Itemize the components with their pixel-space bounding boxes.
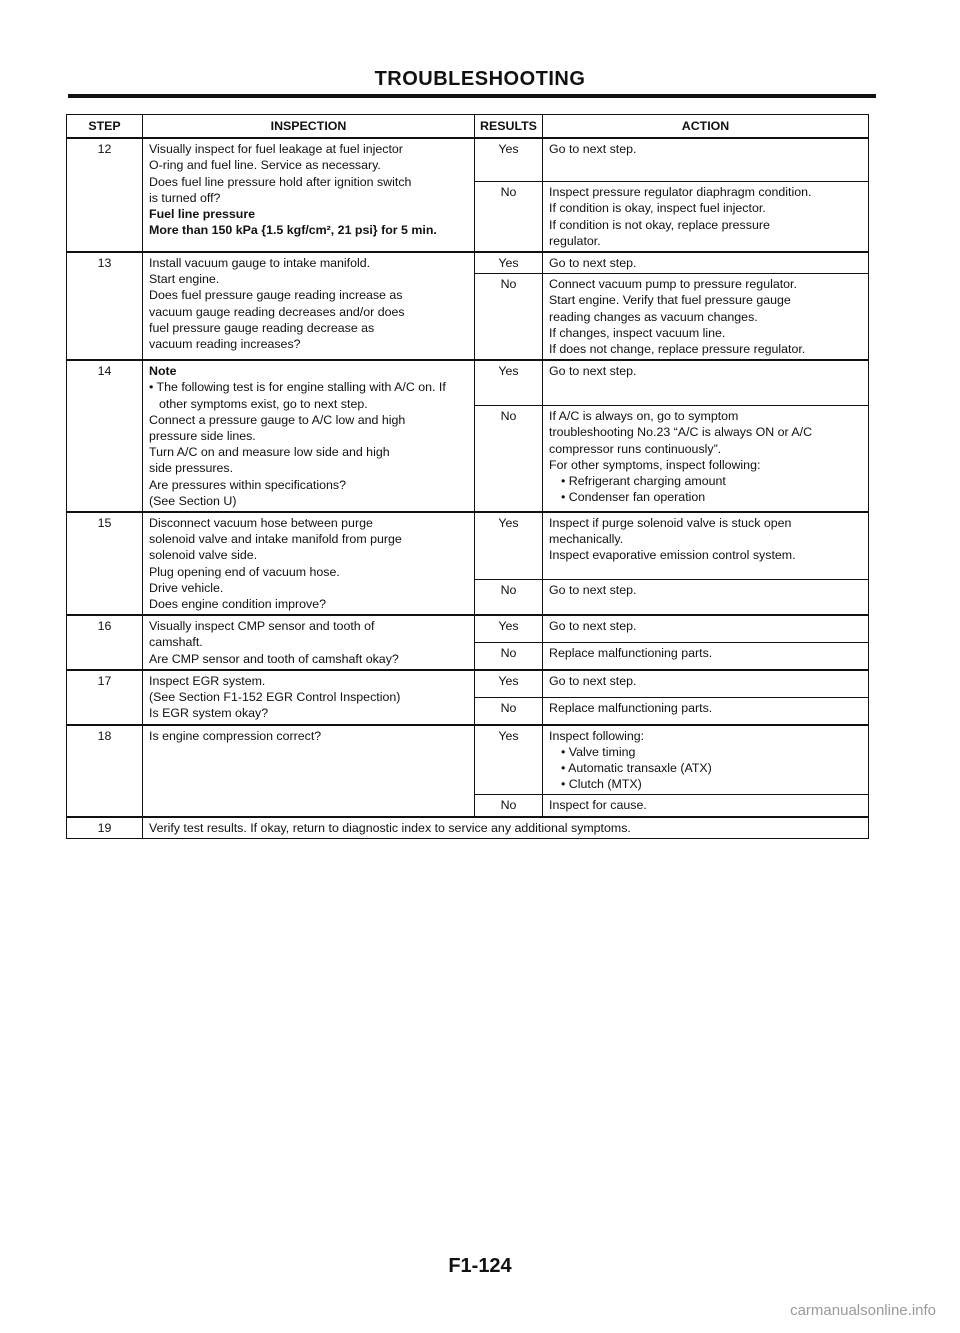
action-line: If A/C is always on, go to symptom (549, 409, 739, 424)
action-bullet: • Refrigerant charging amount (561, 474, 726, 489)
result-no: No (475, 274, 543, 361)
inspection-line: Is engine compression correct? (149, 728, 322, 743)
table-row (67, 615, 869, 642)
inspection-cell (143, 725, 475, 817)
result-yes: Yes (475, 615, 543, 642)
action-cell: Go to next step. (543, 252, 869, 274)
inspection-line: vacuum gauge reading decreases and/or does (149, 304, 405, 319)
inspection-line: Does fuel line pressure hold after ignition switch (149, 174, 412, 189)
result-yes: Yes (475, 670, 543, 697)
troubleshooting-table (66, 114, 869, 839)
inspection-line: pressure side lines. (149, 429, 256, 444)
action-line: mechanically. (549, 532, 624, 547)
action-cell (543, 274, 869, 361)
action-cell (543, 182, 869, 252)
inspection-line: Visually inspect for fuel leakage at fuel injector (149, 142, 403, 157)
inspection-line: Install vacuum gauge to intake manifold. (149, 256, 371, 271)
step-number: 14 (67, 360, 143, 512)
inspection-cell (143, 670, 475, 725)
action-line: For other symptoms, inspect following: (549, 457, 761, 472)
action-cell: Go to next step. (543, 670, 869, 697)
action-line: Inspect if purge solenoid valve is stuck open (549, 516, 792, 531)
table-row (67, 725, 869, 795)
spec-value: More than 150 kPa {1.5 kgf/cm², 21 psi} for 5 min. (149, 223, 437, 238)
action-line: compressor runs continuously”. (549, 441, 722, 456)
inspection-line: Start engine. (149, 272, 220, 287)
action-bullet: • Condenser fan operation (561, 490, 706, 505)
action-cell (543, 406, 869, 512)
inspection-line: O-ring and fuel line. Service as necessary. (149, 158, 381, 173)
inspection-line: Is EGR system okay? (149, 706, 269, 721)
action-line: Start engine. Verify that fuel pressure gauge (549, 293, 791, 308)
header-inspection: INSPECTION (143, 115, 475, 139)
action-cell (543, 512, 869, 580)
inspection-line: fuel pressure gauge reading decrease as (149, 320, 375, 335)
inspection-line: side pressures. (149, 461, 234, 476)
table-row (67, 670, 869, 697)
inspection-line: Does engine condition improve? (149, 597, 327, 612)
inspection-line: Are pressures within specifications? (149, 477, 346, 492)
inspection-cell (143, 138, 475, 252)
header-action: ACTION (543, 115, 869, 139)
action-line: Connect vacuum pump to pressure regulator. (549, 277, 797, 292)
result-no: No (475, 580, 543, 616)
table-row (67, 360, 869, 406)
action-cell: Go to next step. (543, 615, 869, 642)
inspection-cell (143, 252, 475, 360)
result-no: No (475, 643, 543, 670)
action-bullet: • Automatic transaxle (ATX) (561, 760, 712, 775)
inspection-line: Plug opening end of vacuum hose. (149, 564, 340, 579)
inspection-line: (See Section F1-152 EGR Control Inspection) (149, 690, 401, 705)
result-yes: Yes (475, 360, 543, 406)
table-row (67, 252, 869, 274)
inspection-line: solenoid valve side. (149, 548, 258, 563)
title-rule (68, 94, 876, 98)
inspection-line: Connect a pressure gauge to A/C low and high (149, 412, 406, 427)
action-cell: Inspect for cause. (543, 795, 869, 817)
action-line: Inspect following: (549, 728, 645, 743)
header-step: STEP (67, 115, 143, 139)
step-number: 15 (67, 512, 143, 615)
table-row (67, 138, 869, 182)
inspection-line: is turned off? (149, 190, 221, 205)
inspection-line: Inspect EGR system. (149, 673, 266, 688)
inspection-cell (143, 360, 475, 512)
inspection-line: Drive vehicle. (149, 580, 224, 595)
action-line: Inspect evaporative emission control system. (549, 548, 796, 563)
final-step-text: Verify test results. If okay, return to diagnostic index to service any additional symptoms. (143, 817, 869, 839)
inspection-cell (143, 512, 475, 615)
action-cell: Replace malfunctioning parts. (543, 697, 869, 724)
table-row (67, 817, 869, 839)
action-line: Inspect pressure regulator diaphragm condition. (549, 185, 812, 200)
action-cell: Go to next step. (543, 138, 869, 182)
action-cell: Go to next step. (543, 580, 869, 616)
action-cell: Replace malfunctioning parts. (543, 643, 869, 670)
action-line: regulator. (549, 233, 601, 248)
action-cell (543, 725, 869, 795)
step-number: 16 (67, 615, 143, 670)
inspection-line: Disconnect vacuum hose between purge (149, 516, 373, 531)
result-yes: Yes (475, 512, 543, 580)
page-title: TROUBLESHOOTING (374, 68, 586, 90)
inspection-line: camshaft. (149, 635, 203, 650)
inspection-line: Does fuel pressure gauge reading increase as (149, 288, 403, 303)
inspection-line: Visually inspect CMP sensor and tooth of (149, 619, 375, 634)
inspection-line: solenoid valve and intake manifold from purge (149, 532, 402, 547)
result-no: No (475, 182, 543, 252)
inspection-line: Are CMP sensor and tooth of camshaft okay? (149, 651, 399, 666)
table-row (67, 512, 869, 580)
table-header-row (67, 115, 869, 139)
result-no: No (475, 795, 543, 817)
step-number: 13 (67, 252, 143, 360)
step-number: 12 (67, 138, 143, 252)
action-line: If condition is not okay, replace pressure (549, 217, 770, 232)
action-line: troubleshooting No.23 “A/C is always ON or A/C (549, 425, 813, 440)
spec-label: Fuel line pressure (149, 207, 256, 222)
step-number: 17 (67, 670, 143, 725)
step-number: 18 (67, 725, 143, 817)
inspection-line: (See Section U) (149, 493, 237, 508)
page-number: F1-124 (448, 1255, 512, 1277)
action-cell: Go to next step. (543, 360, 869, 406)
step-number: 19 (67, 817, 143, 839)
watermark: carmanualsonline.info (790, 1302, 936, 1319)
result-no: No (475, 697, 543, 724)
result-yes: Yes (475, 138, 543, 182)
inspection-line: Turn A/C on and measure low side and high (149, 445, 390, 460)
action-bullet: • Valve timing (561, 744, 636, 759)
note-bullet: • The following test is for engine stalling with A/C on. If other symptoms exist, go to next step. (149, 380, 446, 411)
action-line: If does not change, replace pressure regulator. (549, 342, 806, 357)
header-results: RESULTS (475, 115, 543, 139)
action-line: reading changes as vacuum changes. (549, 309, 758, 324)
action-bullet: • Clutch (MTX) (561, 777, 642, 792)
inspection-cell (143, 615, 475, 670)
inspection-line: vacuum reading increases? (149, 337, 301, 352)
note-label: Note (149, 364, 177, 379)
result-yes: Yes (475, 725, 543, 795)
action-line: If changes, inspect vacuum line. (549, 325, 726, 340)
result-yes: Yes (475, 252, 543, 274)
action-line: If condition is okay, inspect fuel injector. (549, 201, 766, 216)
result-no: No (475, 406, 543, 512)
